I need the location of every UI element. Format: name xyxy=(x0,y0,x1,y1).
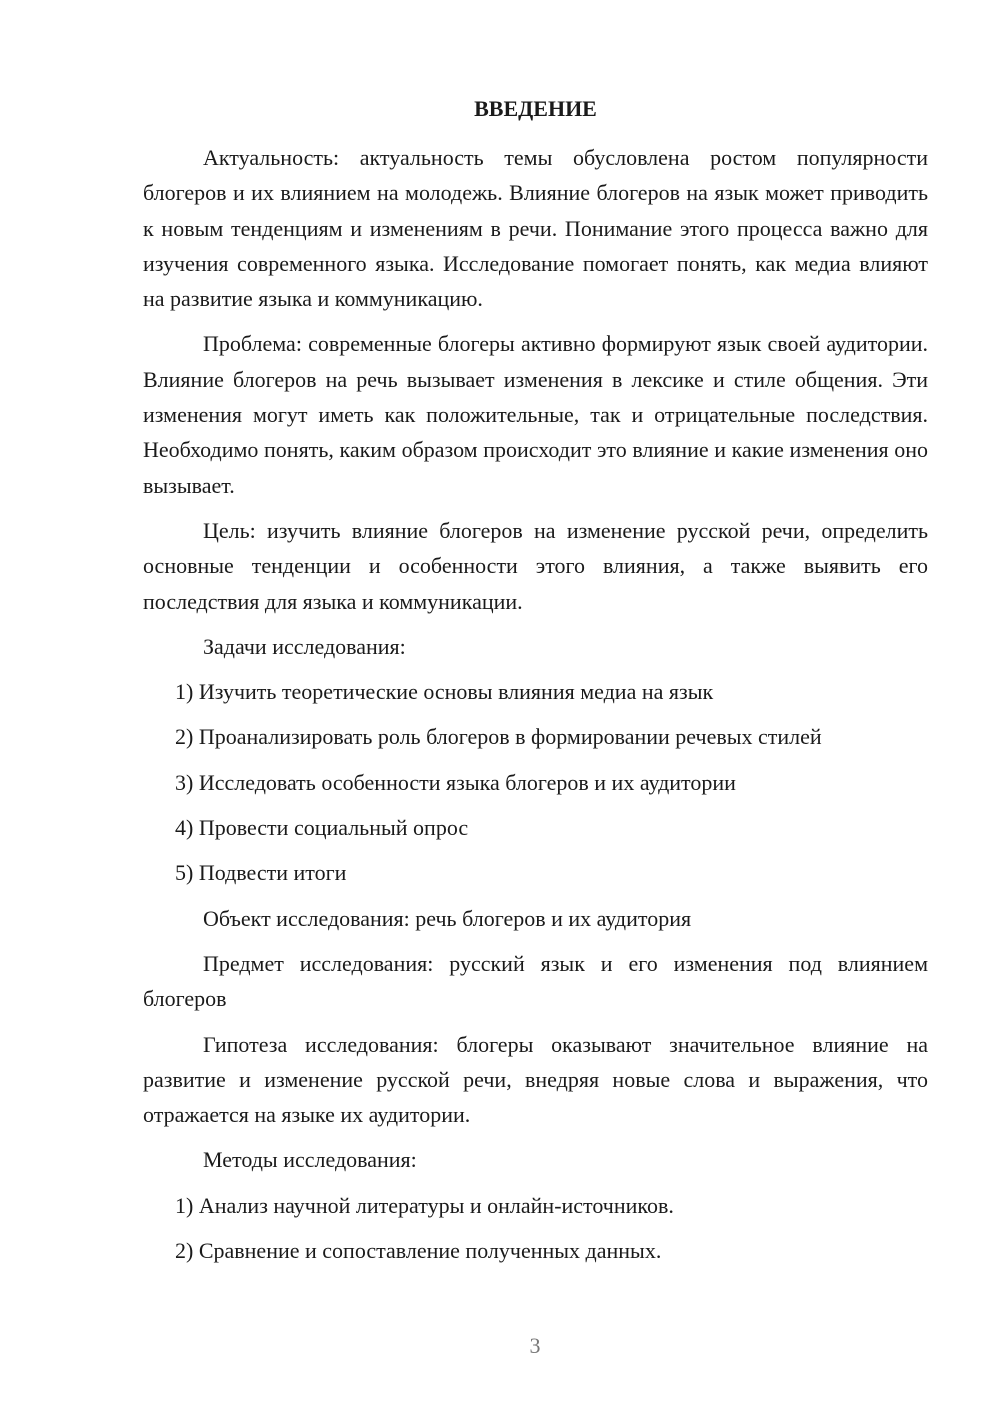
subject-paragraph: Предмет исследования: русский язык и его изменения под влиянием блогеров xyxy=(143,950,928,1012)
task-item: 1) Изучить теоретические основы влияния медиа на язык xyxy=(175,679,714,705)
method-item: 1) Анализ научной литературы и онлайн-источников. xyxy=(175,1192,674,1218)
task-item: 3) Исследовать особенности языка блогеров и их аудитории xyxy=(175,769,736,795)
document-page xyxy=(143,94,928,1278)
methods-heading: Методы исследования: xyxy=(203,1147,417,1173)
object-paragraph: Объект исследования: речь блогеров и их аудитория xyxy=(203,905,692,931)
tasks-heading: Задачи исследования: xyxy=(203,633,406,659)
task-item: 4) Провести социальный опрос xyxy=(175,815,469,841)
task-item: 5) Подвести итоги xyxy=(175,860,347,886)
section-title: ВВЕДЕНИЕ xyxy=(474,96,597,121)
method-item: 2) Сравнение и сопоставление полученных данных. xyxy=(175,1238,662,1264)
relevance-paragraph: Актуальность: актуальность темы обусловлена ростом популярности блогеров и их влиянием на молодежь. Влияние блогеров на язык может приводить к новым тенденциям и изменениям в речи. Понимание этого процесса важно для изучения современного языка. Исследование помогает понять, как медиа влияют на развитие языка и коммуникацию. xyxy=(143,145,928,312)
goal-paragraph: Цель: изучить влияние блогеров на изменение русской речи, определить основные тенденции и особенности этого влияния, а также выявить его последствия для языка и коммуникации. xyxy=(143,517,928,614)
hypothesis-paragraph: Гипотеза исследования: блогеры оказывают значительное влияние на развитие и изменение русской речи, внедряя новые слова и выражения, что отражается на языке их аудитории. xyxy=(143,1031,928,1128)
problem-paragraph: Проблема: современные блогеры активно формируют язык своей аудитории. Влияние блогеров на речь вызывает изменения в лексике и стиле общения. Эти изменения могут иметь как положительные, так и отрицательные последствия. Необходимо понять, каким образом происходит это влияние и какие изменения оно вызывает. xyxy=(143,331,928,498)
task-item: 2) Проанализировать роль блогеров в формировании речевых стилей xyxy=(175,724,822,750)
page-number: 3 xyxy=(529,1333,541,1358)
